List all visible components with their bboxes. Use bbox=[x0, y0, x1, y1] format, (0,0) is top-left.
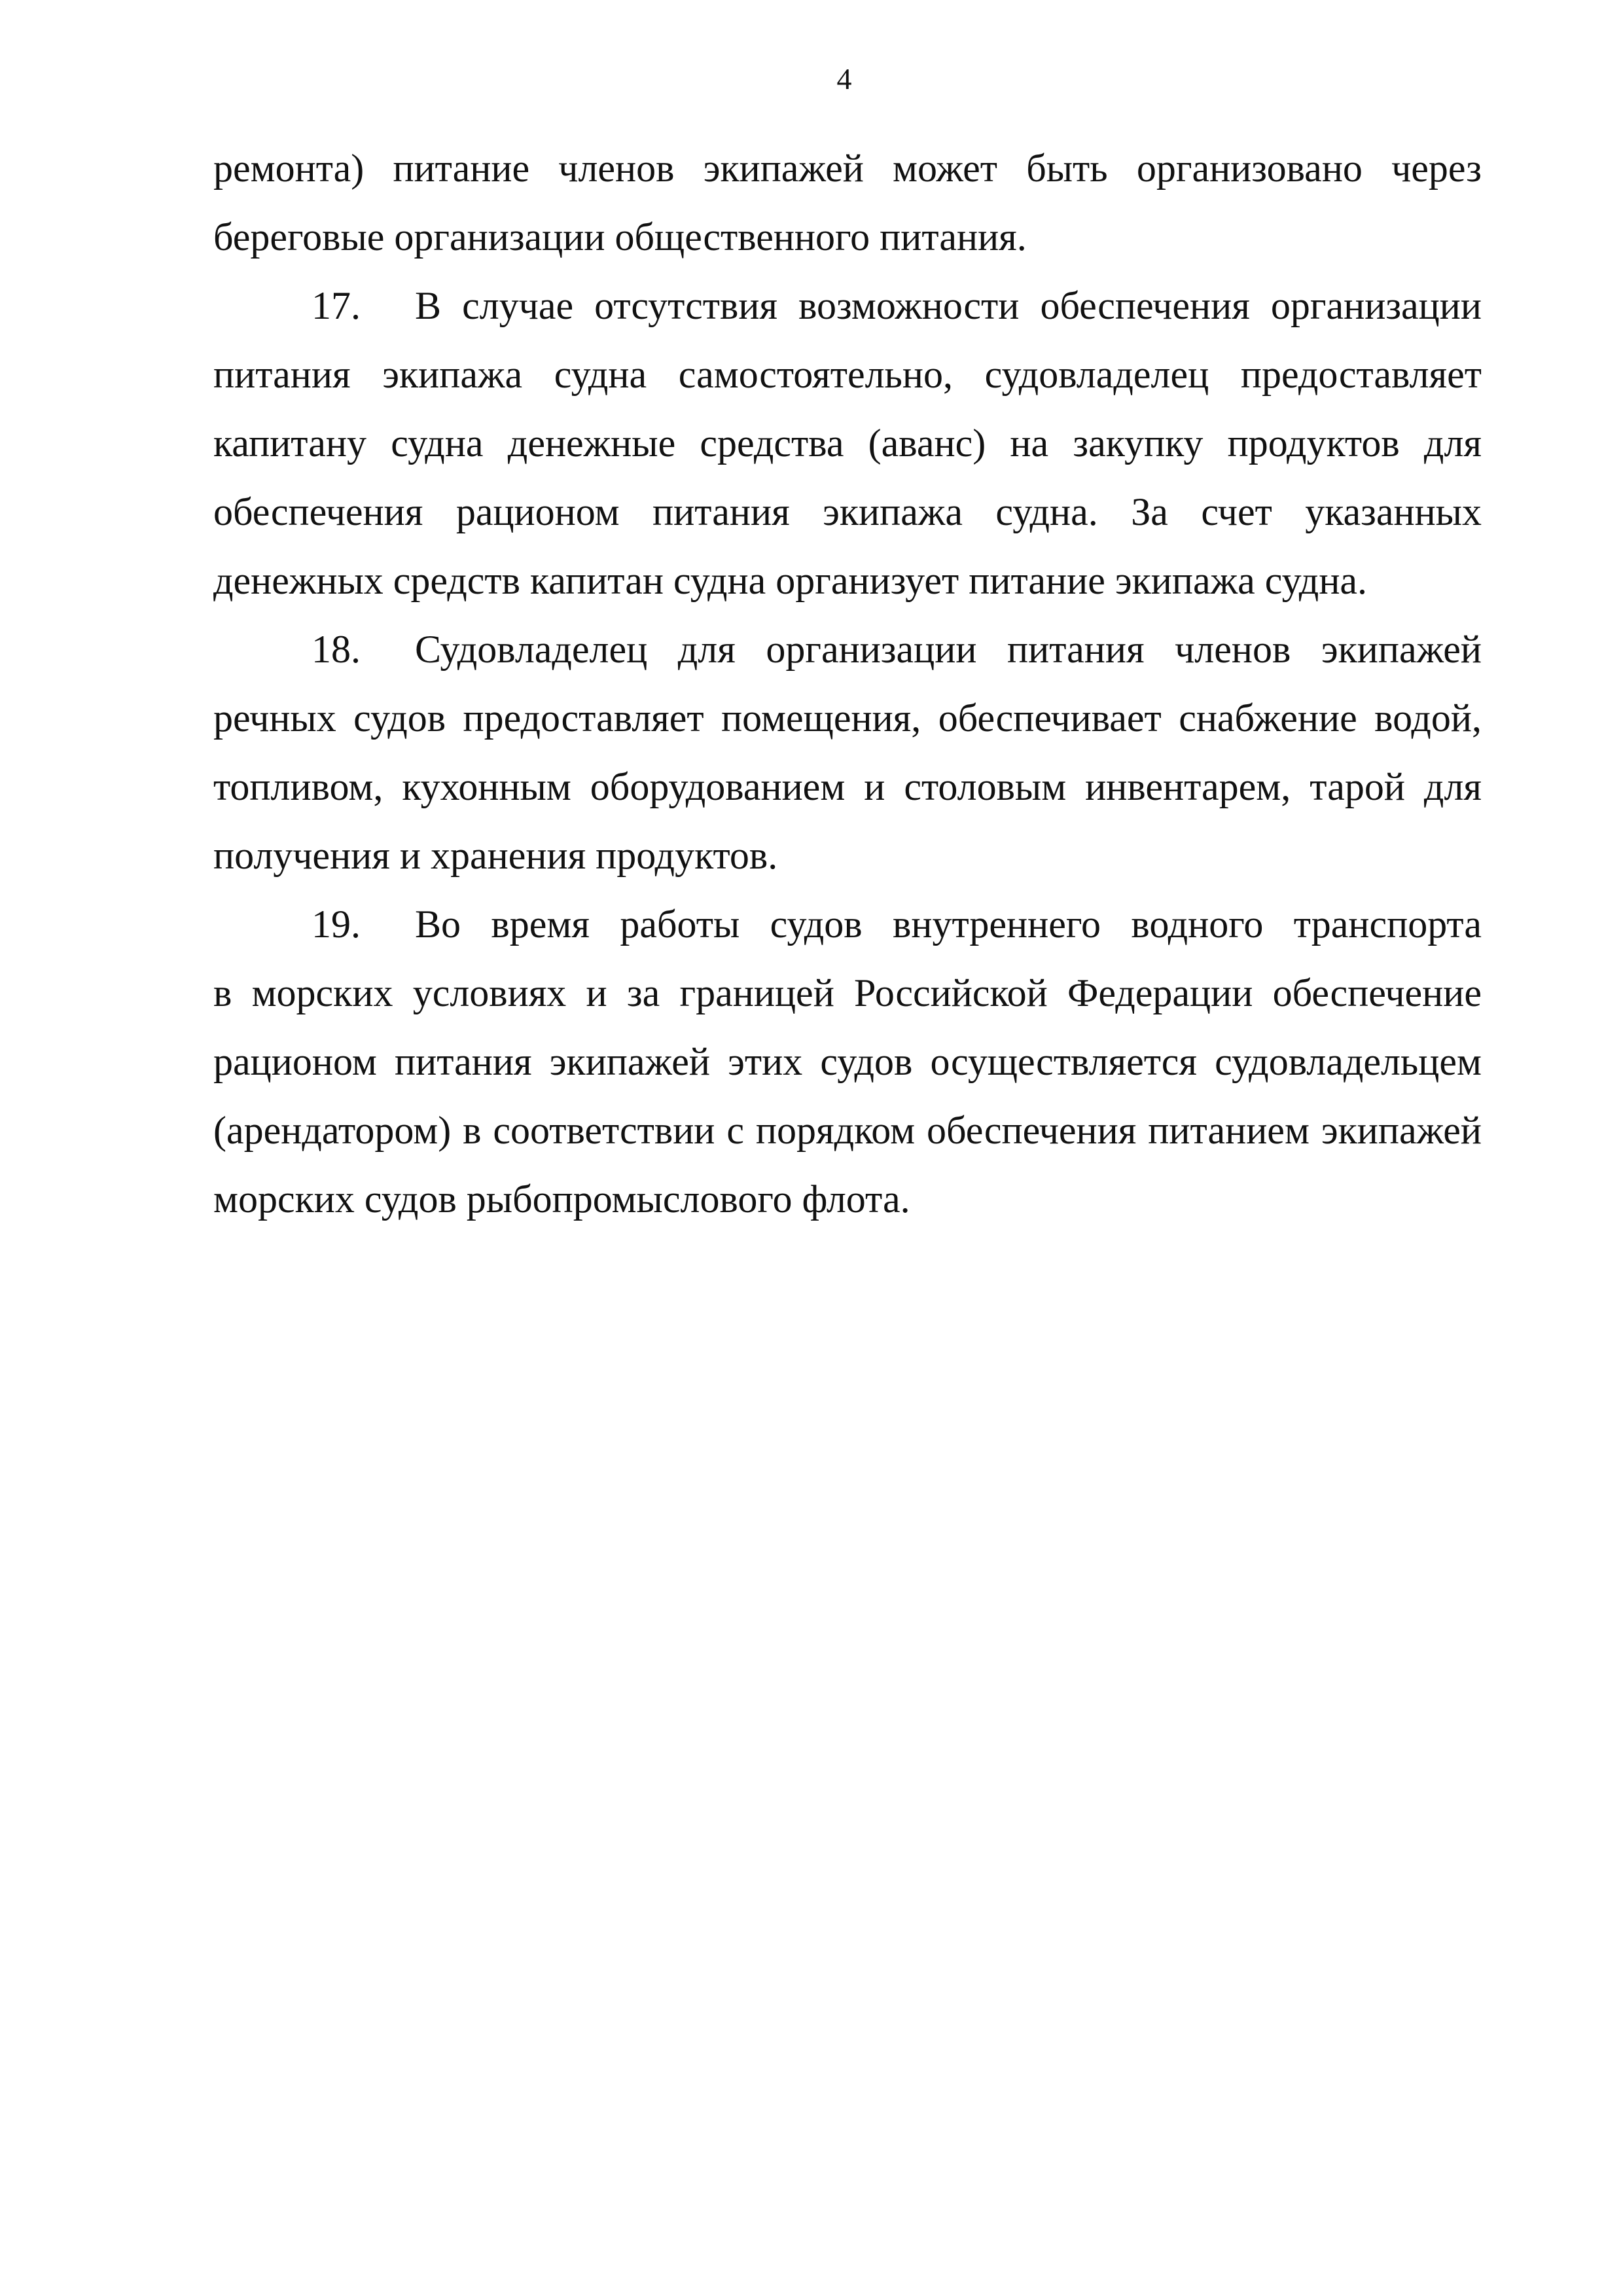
paragraph-line: питания экипажа судна самостоятельно, судовладелец предоставляет bbox=[213, 353, 1482, 396]
paragraph-line bbox=[213, 890, 1482, 959]
paragraph-line: денежных средств капитан судна организует питание экипажа судна. bbox=[213, 559, 1368, 602]
paragraph-line: ремонта) питание членов экипажей может быть организовано через bbox=[213, 147, 1482, 190]
paragraph-line-text: Судовладелец для организации питания членов экипажей bbox=[415, 628, 1482, 671]
paragraph-line-text: Во время работы судов внутреннего водного транспорта bbox=[415, 903, 1482, 946]
paragraph-line: речных судов предоставляет помещения, обеспечивает снабжение водой, bbox=[213, 696, 1482, 740]
paragraph-line bbox=[213, 272, 1482, 340]
paragraph-line-text: В случае отсутствия возможности обеспечения организации bbox=[415, 284, 1482, 327]
paragraph-line: морских судов рыбопромыслового флота. bbox=[213, 1177, 910, 1221]
paragraph-line: (арендатором) в соответствии с порядком обеспечения питанием экипажей bbox=[213, 1109, 1482, 1152]
paragraph-item-17 bbox=[213, 272, 1482, 615]
document-body bbox=[213, 134, 1482, 1234]
paragraph-line: в морских условиях и за границей Российской Федерации обеспечение bbox=[213, 971, 1482, 1014]
paragraph-line: топливом, кухонным оборудованием и столовым инвентарем, тарой для bbox=[213, 765, 1482, 808]
item-number: 18. bbox=[312, 628, 361, 671]
paragraph-line: обеспечения рационом питания экипажа судна. За счет указанных bbox=[213, 490, 1482, 533]
paragraph-line: капитану судна денежные средства (аванс) на закупку продуктов для bbox=[213, 422, 1482, 465]
paragraph-line bbox=[213, 615, 1482, 684]
paragraph-line: получения и хранения продуктов. bbox=[213, 834, 778, 877]
paragraph-item-19 bbox=[213, 890, 1482, 1234]
paragraph-item-18 bbox=[213, 615, 1482, 890]
paragraph-continuation bbox=[213, 134, 1482, 272]
item-number: 19. bbox=[312, 903, 361, 946]
paragraph-line: береговые организации общественного питания. bbox=[213, 215, 1027, 259]
item-number: 17. bbox=[312, 284, 361, 327]
page-number: 4 bbox=[836, 62, 852, 96]
paragraph-line: рационом питания экипажей этих судов осуществляется судовладельцем bbox=[213, 1040, 1482, 1083]
